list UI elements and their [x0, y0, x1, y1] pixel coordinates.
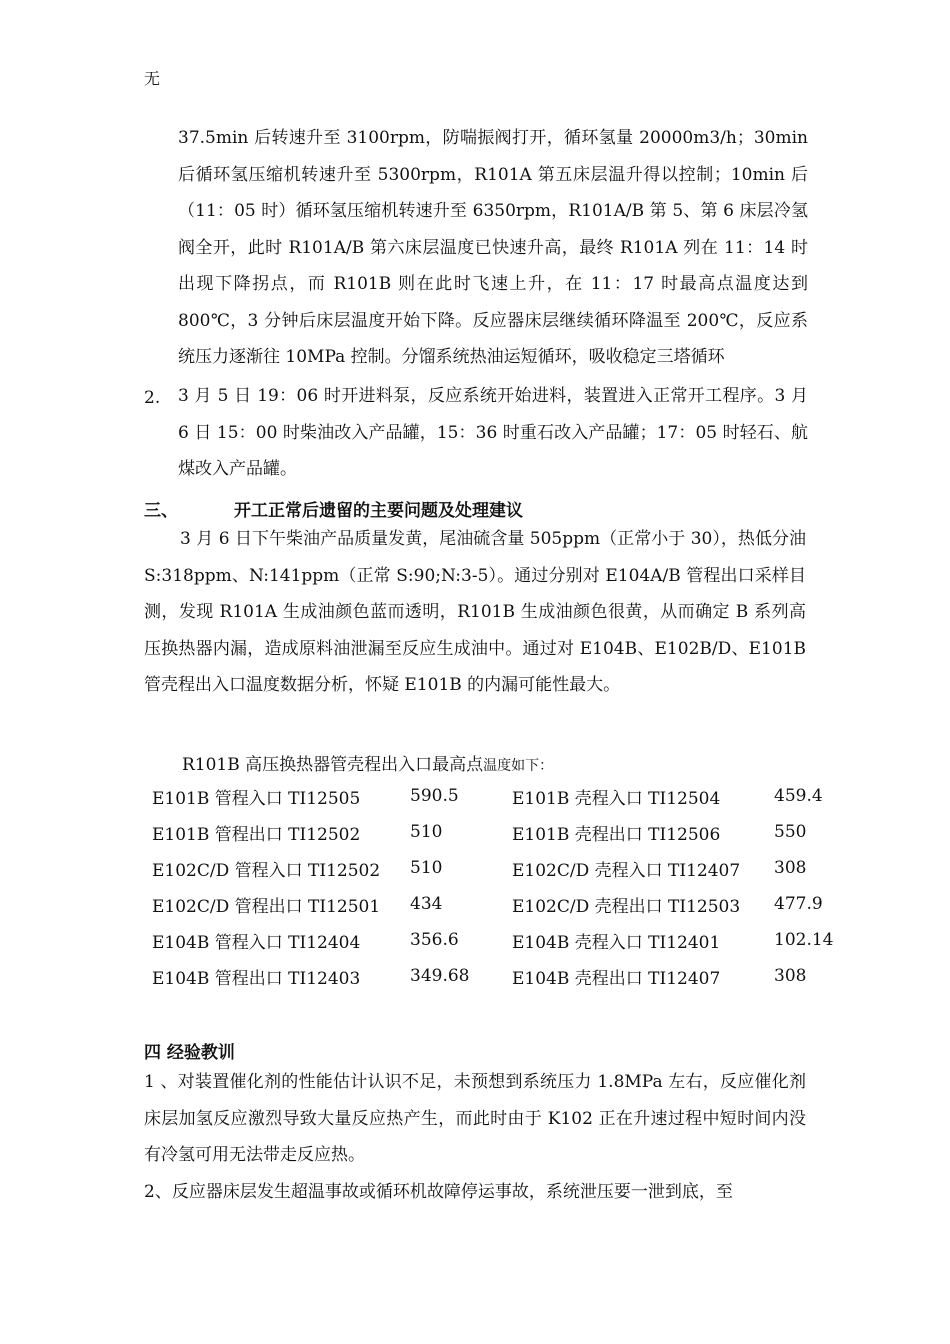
tube-label: E101B 管程入口 TI12505 [152, 788, 361, 809]
tube-label: E101B 管程出口 TI12502 [152, 824, 361, 845]
section3-paragraph: 3 月 6 日下午柴油产品质量发黄，尾油硫含量 505ppm（正常小于 30），热低分油 S:318ppm、N:141ppm（正常 S:90;N:3-5）。通过分别对 E104A/B 管程出口采样目测，发现 R101A 生成油颜色蓝而透明，R101B 生成油颜色很黄，从而确定 B 系列高压换热器内漏，造成原料油泄漏至反应生成油中。通过对 E104B、E102B/D、E101B 管壳程出入口温度数据分析，怀疑 E101B 的内漏可能性最大。 [144, 529, 806, 695]
list-item-2-marker: 2. [144, 388, 161, 408]
section4-heading: 四 经验教训 [144, 1043, 235, 1063]
shell-label: E101B 壳程出口 TI12506 [512, 824, 721, 845]
tube-value: 349.68 [410, 966, 470, 986]
table-row [144, 850, 834, 886]
section3-heading [144, 496, 523, 521]
shell-value: 308 [774, 966, 807, 986]
temperature-table [144, 778, 834, 994]
shell-label: E104B 壳程出口 TI12407 [512, 968, 721, 989]
table-caption-small: 温度如下： [483, 758, 554, 774]
table-row [144, 778, 834, 814]
tube-value: 356.6 [410, 930, 459, 950]
table-row [144, 814, 834, 850]
shell-value: 459.4 [774, 786, 823, 806]
shell-label: E104B 壳程入口 TI12401 [512, 932, 721, 953]
tube-label: E104B 管程入口 TI12404 [152, 932, 361, 953]
section2-paragraph-continued: 37.5min 后转速升至 3100rpm，防喘振阀打开，循环氢量 20000m3/h；30min 后循环氢压缩机转速升至 5300rpm，R101A 第五床层温升得以控制；10min 后（11：05 时）循环氢压缩机转速升至 6350rpm，R101A/B 第 5、第 6 床层冷氢阀全开，此时 R101A/B 第六床层温度已快速升高，最终 R101A 列在 11：14 时出现下降拐点，而 R101B 则在此时飞速上升，在 11：17 时最高点温度达到 800℃，3 分钟后床层温度开始下降。反应器床层继续循环降温至 200℃，反应系统压力逐渐往 10MPa 控制。分馏系统热油运短循环，吸收稳定三塔循环 [178, 128, 808, 367]
section4-item-1: 1 、对装置催化剂的性能估计认识不足，未预想到系统压力 1.8MPa 左右，反应催化剂床层加氢反应激烈导致大量反应热产生，而此时由于 K102 正在升速过程中短时间内没有冷氢可用无法带走反应热。 [144, 1072, 806, 1165]
tube-value: 434 [410, 894, 443, 914]
section4-item-2: 2、反应器床层发生超温事故或循环机故障停运事故，系统泄压要一泄到底，至 [144, 1182, 733, 1202]
shell-label: E102C/D 壳程入口 TI12407 [512, 860, 741, 881]
list-item-2-text: 3 月 5 日 19：06 时开进料泵，反应系统开始进料，装置进入正常开工程序。3 月 6 日 15：00 时柴油改入产品罐，15：36 时重石改入产品罐；17：05 时轻石、航煤改入产品罐。 [178, 386, 808, 479]
section3-number: 三、 [144, 501, 178, 521]
page-header: 无 [144, 69, 161, 88]
shell-label: E101B 壳程入口 TI12504 [512, 788, 721, 809]
tube-value: 510 [410, 858, 443, 878]
table-row [144, 958, 834, 994]
shell-value: 308 [774, 858, 807, 878]
tube-label: E102C/D 管程入口 TI12502 [152, 860, 381, 881]
table-row [144, 886, 834, 922]
tube-label: E102C/D 管程出口 TI12501 [152, 896, 381, 917]
table-row [144, 922, 834, 958]
table-caption-main: R101B 高压换热器管壳程出入口最高点 [182, 755, 484, 775]
shell-label: E102C/D 壳程出口 TI12503 [512, 896, 741, 917]
shell-value: 477.9 [774, 894, 823, 914]
section3-title: 开工正常后遗留的主要问题及处理建议 [234, 501, 523, 521]
tube-value: 510 [410, 822, 443, 842]
tube-label: E104B 管程出口 TI12403 [152, 968, 361, 989]
table-caption [182, 750, 553, 775]
shell-value: 550 [774, 822, 807, 842]
tube-value: 590.5 [410, 786, 459, 806]
shell-value: 102.14 [774, 930, 834, 950]
